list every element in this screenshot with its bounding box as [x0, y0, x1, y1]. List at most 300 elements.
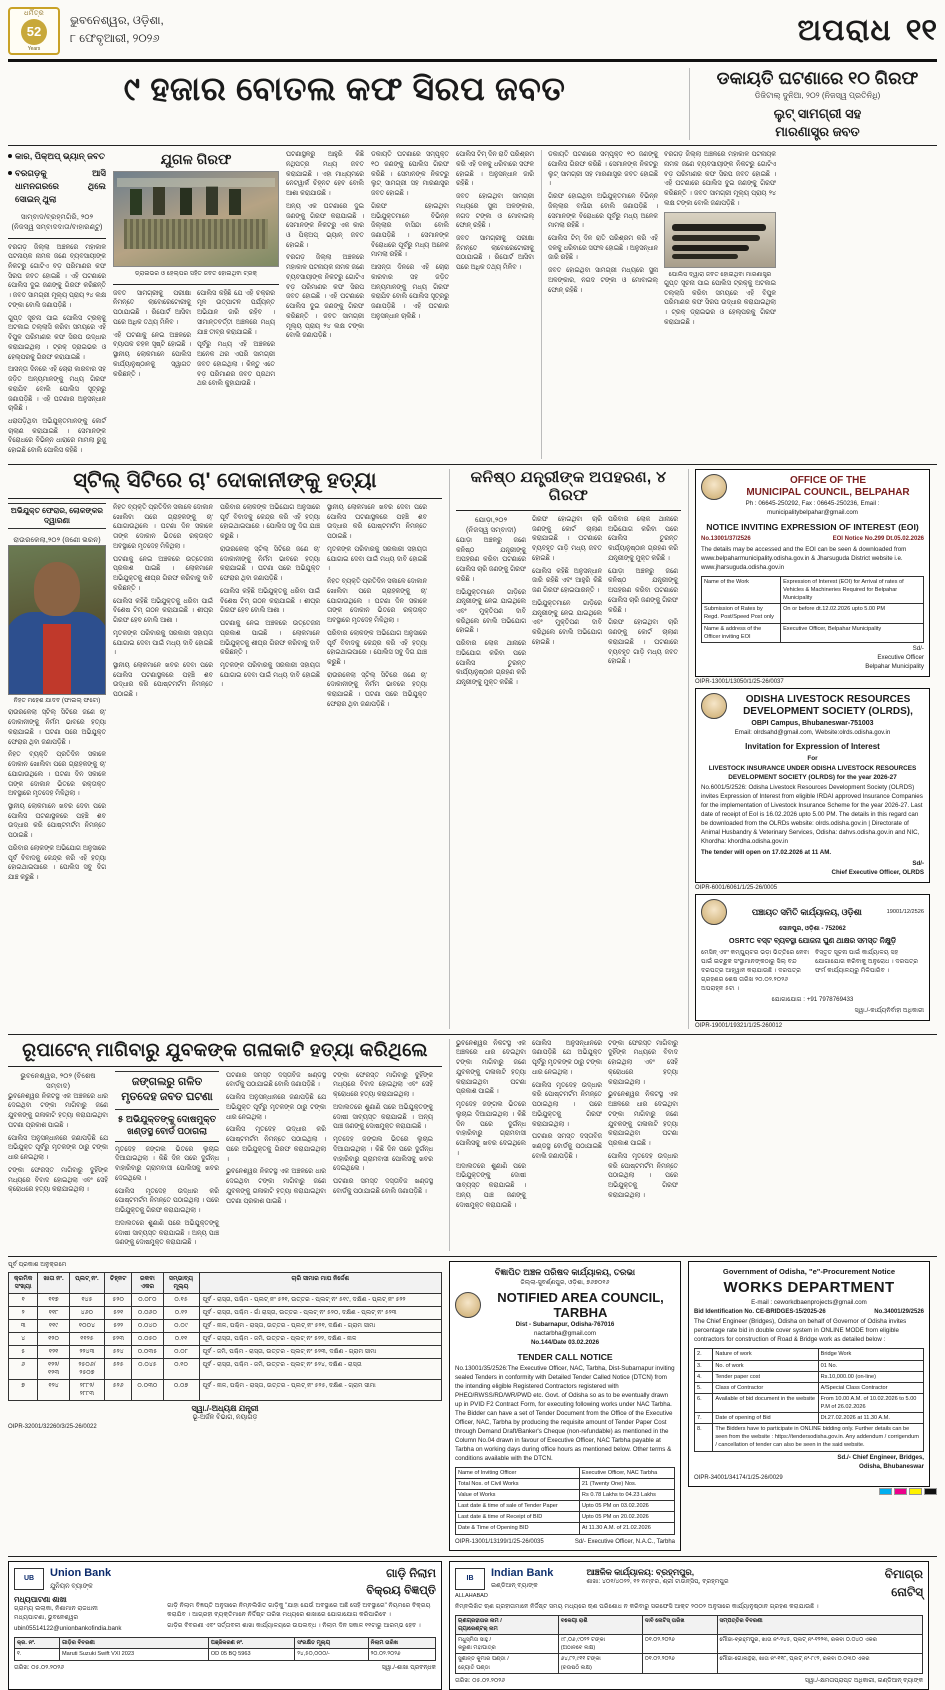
table-row — [9, 1359, 442, 1380]
anniversary-logo — [8, 7, 60, 55]
ad-oipr: OIPR-13001/13199/1/25-26/0035 — [455, 1538, 544, 1545]
bank-name-en: Indian Bank — [491, 1567, 554, 1580]
ad-notice-title: ବିମାଗ୍ର ନୋଟିସ୍ — [884, 1567, 923, 1599]
table-row — [695, 1371, 924, 1382]
cell: ସୁଶାନ୍ତ କୁମାର ପଣ୍ଡା / ଜ୍ୟୋତି ପଣ୍ଡା — [456, 1654, 559, 1673]
lead-text-1 — [8, 243, 106, 456]
col-header-3: ଚିହ୍ନଟ — [105, 1273, 132, 1294]
story4-x2 — [532, 1039, 602, 1213]
story4-col-3 — [226, 1071, 326, 1251]
cell: ୦.୦୯ — [163, 1320, 199, 1333]
cell-value: Dt.27.02.2026 at 11.30 A.M. — [818, 1413, 923, 1424]
cell-value: Rs 0.78 Lakhs to 04.23 Lakhs — [579, 1490, 674, 1501]
bank-name-en: Union Bank — [50, 1567, 112, 1580]
cell: ୫୨୧ — [105, 1307, 132, 1320]
ad-ref: No.34001/29/2526 — [874, 1308, 924, 1315]
col-header-3: ସମ୍ପତ୍ତିର ବିବରଣୀ — [717, 1616, 923, 1635]
ad-intro: The details may be accessed and the EOI can be seen & downloaded from www.belpaharmunicipality.odisha.gov.in & Jharsuguda District website i.e. www.jharsuguda.odisha.gov.in — [701, 546, 907, 572]
paragraph: ପରିବାର ଲୋକଙ୍କ ଅଭିଯୋଗ ଅନୁସାରେ ପୂର୍ବ ବିବାଦକୁ କେନ୍ଦ୍ର କରି ଏହି ହତ୍ୟା ହୋଇଥାଇପାରେ । ପୋଲିସ ସବୁ ଦିଗ ଯାଞ୍ଚ କରୁଛି । — [8, 844, 106, 882]
page-number: ୧୧ — [905, 13, 937, 47]
paragraph: ପୋଲିସ କହିଛି ଅନୁସନ୍ଧାନ ଜାରି ରହିଛି ଏବଂ ଆହୁରି କିଛି ଜଣ ଗିରଫ ହୋଇପାରନ୍ତି । — [532, 567, 602, 595]
ads-column-right-top — [688, 469, 930, 1029]
lead-headline: ୯ ହଜାର ବୋତଲ କଫ ସିରପ ଜବତ — [123, 70, 566, 107]
cell-label: Name of the Work — [702, 577, 781, 604]
lead-text-2b — [197, 289, 275, 392]
cell: ପୂର୍ବ - ନାଳ, ପଶ୍ଚିମ - ରାସ୍ତା, ଉତ୍ତର - ପ୍ଲଟ୍ ନଂ ୫୨୧, ଦକ୍ଷିଣ - ଗ୍ରାମ ସୀମା — [199, 1320, 441, 1333]
cell-no: 7. — [695, 1413, 713, 1424]
joint-arrest-title: ଯୁଗଳ ଗିରଫ — [160, 151, 232, 168]
cell: ୫୨୨ — [105, 1320, 132, 1333]
table-row — [695, 1424, 924, 1451]
ad-date: ତାରିଖ: ୦୫.୦୨.୨୦୨୬ — [455, 1677, 505, 1684]
ad-notice-no: No.144/Date 03.02.2026 — [530, 1338, 600, 1346]
paragraph: ପୋଲିସ ଅନୁସନ୍ଧାନରେ ଜଣାପଡ଼ିଛି ଯେ ଅଭିଯୁକ୍ତ ପୂର୍ବରୁ ମୃତକଙ୍କ ଠାରୁ ଟଙ୍କା ଧାର ନେଇଥିଲା । — [532, 1039, 602, 1076]
paragraph: ବରଗଡ଼ ଜିଲ୍ଲା ଅଞ୍ଚଳରେ ମହାକାଳ ପଟନାୟକ ନାମକ ଜଣେ ବ୍ୟବସାୟୀଙ୍କ ନିକଟରୁ ଗୋଟିଏ ବଡ଼ ପରିମାଣର କଫ ସିରପ ଜବତ ହୋଇଛି । ଏହି ଘଟଣାରେ ପୋଲିସ ଦୁଇ ଜଣଙ୍କୁ ଗିରଫ କରିଛନ୍ତି । ଜବତ ସାମଗ୍ରୀ ମୂଲ୍ୟ ପ୍ରାୟ ୨୪ ଲକ୍ଷ ଟଙ୍କା ବୋଲି ଜଣାପଡ଼ିଛି । — [286, 254, 364, 340]
story2-title: ସ୍ଟିଲ୍ ସିଟିରେ ଚା' ଦୋକାନୀଙ୍କୁ ହତ୍ୟା — [73, 468, 377, 492]
table-row — [695, 1393, 924, 1412]
ad-body: No.6001/5/2526: Odisha Livestock Resources Development Society (OLRDS) invites Expression of Interest from eligible IRDAI approved Insurance Companies for the implementation of Livestock Insurance Scheme for the year 2026-27. Last date of receipt of EoI is 16.02.2026 upto 5.00 PM. The details in this regard can be downloaded from the OLRDs website: olrds.odisha.gov.in | Directorate of Animal Husbandry & Veterinary Services, Odisha: dahvs.odisha.gov.in and NIC, Khordha: khordha.odisha.gov.in — [701, 784, 923, 846]
table-row — [702, 604, 924, 623]
ad-header — [701, 899, 924, 925]
cell-no: 2. — [695, 1349, 713, 1360]
paragraph: ଘଟଣାକୁ ନେଇ ଅଞ୍ଚଳରେ ଉତ୍ତେଜନା ପ୍ରକାଶ ପାଇଛି । ଲୋକମାନେ ଅଭିଯୁକ୍ତକୁ ଶୀଘ୍ର ଗିରଫ କରିବାକୁ ଦାବି କରିଛନ୍ତି । — [220, 620, 320, 657]
paragraph: ରାଉରକେଲା ସ୍ଟିଲ୍ ସିଟିରେ ଜଣେ ଚା' ଦୋକାନୀଙ୍କୁ ନିର୍ମମ ଭାବରେ ହତ୍ୟା କରାଯାଇଛି । ଘଟଣା ପରେ ଅଭିଯୁକ୍ତ ଫେରାର ଥିବା ଜଣାପଡ଼ିଛି । — [220, 545, 320, 583]
ad-oipr-belpahar: OIPR-13001/13050/1/25-26/0037 — [695, 678, 784, 685]
ad-notice-title: Invitation for Expression of Interest — [745, 741, 880, 751]
paragraph: ଭୁବନେଶ୍ୱର ନିକଟସ୍ଥ ଏକ ଅଞ୍ଚଳରେ ଧାର ଦେଇଥିବା ଟଙ୍କା ମାଗିବାରୁ ଜଣେ ଯୁବକଙ୍କୁ ଗଳାକାଟି ହତ୍ୟା କରାଯାଇଥିବା ଘଟଣା ପ୍ରକାଶ ପାଇଛି । — [608, 1091, 678, 1148]
story4-x1 — [456, 1039, 526, 1213]
cell: ୧୧୨୫ — [69, 1333, 104, 1346]
indian-bank-identity — [455, 1566, 580, 1600]
ad-header — [701, 693, 924, 719]
story2-byline: ରାଉରକେଲା,୨୦୨ (ଜଣେୀ ଭରନ) — [13, 534, 101, 544]
paragraph: ପୋଲିସ ଅନୁସନ୍ଧାନରେ ଜଣାପଡ଼ିଛି ଯେ ଅଭିଯୁକ୍ତ ପୂର୍ବରୁ ମୃତକଙ୍କ ଠାରୁ ଟଙ୍କା ଧାର ନେଇଥିଲା । — [8, 1134, 108, 1162]
paragraph: ଜବତ ହୋଇଥିବା ସାମଗ୍ରୀ ମଧ୍ୟରେ ସୁନା ଅଳଙ୍କାର, ନଗଦ ଟଙ୍କା ଓ ମୋବାଇଲ୍ ଫୋନ୍ ରହିଛି । — [548, 267, 658, 294]
paragraph: ଗିରଫ ହୋଇଥିବା ଚାରି ଜଣଙ୍କୁ କୋର୍ଟ ଚାଲାଣ କରାଯାଇଛି । ଘଟଣାରେ ବ୍ୟବହୃତ ଗାଡ଼ି ମଧ୍ୟ ଜବତ ହୋଇଛି । — [532, 515, 602, 562]
paragraph: ଗିରଫ ହୋଇଥିବା ଅଭିଯୁକ୍ତମାନେ ବିଭିନ୍ନ ଜିଲ୍ଲାର ବାସିନ୍ଦା ବୋଲି ଜଣାପଡ଼ିଛି । ସେମାନଙ୍କ ବିରୋଧରେ ପୂର୍ବରୁ ମଧ୍ୟ ଅନେକ ମାମଲା ରହିଛି । — [548, 193, 658, 230]
cell: ୦.୦୫୦ — [132, 1333, 163, 1346]
paragraph: ପୋଲିସ କହିଛି ଯେ ଏହି ଚକ୍ରର ମୂଳ ଉତ୍ପାଟନ ପର୍ଯ୍ୟନ୍ତ ଅଭିଯାନ ଜାରି ରହିବ । ସୀମାନ୍ତବର୍ତ୍ତୀ ଅଞ୍ଚଳରେ ମଧ୍ୟ ଯାଞ୍ଚ ତୀବ୍ର କରାଯାଇଛି । — [197, 289, 275, 336]
col-header-2: ପ୍ଲଟ୍ ନଂ. — [69, 1273, 104, 1294]
story2-text-1 — [8, 708, 106, 882]
lead-col-3 — [286, 150, 364, 459]
cell: ପୂର୍ବ - ରାସ୍ତା, ପଶ୍ଚିମ - ଜମି, ଉତ୍ତର - ପ୍ଲଟ୍ ନଂ ୫୨୪, ଦକ୍ଷିଣ - ରାସ୍ତା — [199, 1359, 441, 1380]
table-row — [695, 1360, 924, 1371]
cell: ୧ — [9, 1294, 38, 1307]
ad-signature: ସ୍ୱା./-କ୍ଷମତାପ୍ରାପ୍ତ ଅଧିକାରୀ, ଇଣ୍ଡିଆନ୍ ବ୍ୟାଙ୍କ — [804, 1677, 923, 1684]
cell-label: The Bidders have to participate in ONLINE bidding only. Further details can be seen from the website : https://tendersodisha.gov.in. Any addendum / corrigendum / cancellation of tender can also be seen in the said website. — [713, 1424, 924, 1451]
ad-oipr-panchayat: OIPR-19001/19321/1/25-260012 — [695, 1022, 783, 1029]
cell: ୨ — [9, 1307, 38, 1320]
divider — [113, 284, 279, 285]
col-header-1: ଗାଡ଼ିର ବିବରଣୀ — [59, 1638, 208, 1649]
ad-ref: 19001/12/2526 — [886, 909, 924, 916]
cell-label: Total Nos. of Civil Works — [456, 1479, 580, 1490]
lead-photo — [113, 171, 279, 267]
ad-details-table — [694, 1348, 924, 1451]
ad-email: nactarbha@gmail.com — [534, 1329, 596, 1337]
ad-header — [701, 474, 924, 500]
ad-sub-or: ଜିଲ୍ଲା-ସୁବର୍ଣ୍ଣପୁର, ଓଡ଼ିଶା, ୭୬୭୦୧୬ — [520, 1278, 610, 1286]
cell: ୩ — [9, 1320, 38, 1333]
cell: ୧୧୭ — [38, 1294, 69, 1307]
paragraph: ଗିରଫ ହୋଇଥିବା ଚାରି ଜଣଙ୍କୁ କୋର୍ଟ ଚାଲାଣ କରାଯାଇଛି । ଘଟଣାରେ ବ୍ୟବହୃତ ଗାଡ଼ି ମଧ୍ୟ ଜବତ ହୋଇଛି । — [608, 619, 678, 666]
story4-title: ରୂପାଟେନ୍ ମାଗିବାରୁ ଯୁବକଙ୍କ ଗଳାକାଟି ହତ୍ୟା କରିଥିଲେ — [22, 1038, 428, 1060]
vehicle-auction-table — [14, 1637, 436, 1660]
cell-value: Bridge Work — [818, 1349, 923, 1360]
paragraph: ସ୍ଥାନୀୟ ଲୋକମାନେ ଖବର ଦେବା ପରେ ପୋଲିସ ଘଟଣାସ୍ଥଳରେ ପହଞ୍ଚି ଶବ ଉଦ୍ଧାର କରି ପୋଷ୍ଟମର୍ଟମ ନିମନ୍ତେ ପଠାଇଛି । — [327, 503, 427, 541]
paragraph: ଗୁପ୍ତ ସୂଚନା ପାଇ ପୋଲିସ ଟ୍ରକ୍‌କୁ ଅଟକାଇ ତଲ୍ଲାସି କରିବା ସମୟରେ ଏହି ବିପୁଳ ପରିମାଣର କଫ ସିରପ ଉଦ୍ଧାର କରାଯାଇଥିଲା । ଟ୍ରକ୍ ଡ୍ରାଇଭର ଓ ହେଲ୍‌ପରକୁ ଗିରଫ କରାଯାଇଛି । — [664, 279, 776, 326]
cell-no: 5. — [695, 1382, 713, 1393]
logo-years-number: 52 — [21, 19, 47, 45]
cell: ୯୮,୦୬,୯୦୨୨ ଟଙ୍କା (ଅଠାନବେ ଲକ୍ଷ) — [558, 1635, 642, 1654]
table-row — [9, 1380, 442, 1401]
col-header-2: ପଞ୍ଜିକରଣ ନଂ. — [208, 1638, 294, 1649]
indian-bank-office — [586, 1566, 817, 1587]
table-row — [456, 1654, 923, 1673]
bank-header — [455, 1566, 580, 1591]
ad-body: No.13001/35/2526:The Executive Officer, NAC, Tarbha, Dist-Subarnapur inviting sealed Tenders in conformity with Detailed Tender Called Notice (DTCN) from the intending eligible Registered Contractors registered with PHEO/RWSS/RD/WR/PWD etc. Govt. of Odisha so as to be eventually drawn up in PVID F2 Contract Form, for executing following works under NAC Tarbha. The Bidder can have a set of Tender Document from the Office of the Executive Officer, NAC, Tarbha by producing the requisite amount of Tender Paper Cost through Demand Draft/Banker's Cheque (non-refundable) as mentioned in the Column No.04 drawn in favour of Executive Officer, NAC Tarbha payable at Tarbha on working days during office hours as mentioned below. Other terms & conditions available with the DTCN. — [455, 1365, 675, 1462]
paragraph: ଘଟଣାର ସମସ୍ତ ଦସ୍ତାବିଜ ଖଣ୍ଡସ୍ଥ ବୋର୍ଡକୁ ପଠାଯାଇଛି ବୋଲି ଜଣାପଡ଼ିଛି । — [532, 1133, 602, 1160]
paragraph: ରାଉରକେଲା ସ୍ଟିଲ୍ ସିଟିରେ ଜଣେ ଚା' ଦୋକାନୀଙ୍କୁ ନିର୍ମମ ଭାବରେ ହତ୍ୟା କରାଯାଇଛି । ଘଟଣା ପରେ ଅଭିଯୁକ୍ତ ଫେରାର ଥିବା ଜଣାପଡ଼ିଛି । — [8, 709, 106, 746]
right-text-b — [664, 150, 776, 208]
cell: ୧୧୯ — [38, 1320, 69, 1333]
secondary-headline: ଡକାୟତି ଘଟଣାରେ ୧୦ ଗିରଫ — [716, 68, 919, 88]
union-bank-identity — [14, 1566, 161, 1634]
story3-title: କନିଷ୍ଠ ଯନ୍ତ୍ରୀଙ୍କ ଅପହରଣ, ୪ ଗିରଫ — [470, 468, 667, 504]
cell: ୧୧୮ — [38, 1307, 69, 1320]
ad-body: ଗାଡ଼ି ନିଲାମ ବିଜ୍ଞପ୍ତି ଅନୁସାରେ ନିମ୍ନଲିଖିତ ଗାଡ଼ିକୁ "ଯାହା ଯେଉଁ ଅବସ୍ଥାରେ ଅଛି ସେହି ଅବସ୍ଥାରେ" ନିୟମରେ ବିକ୍ରୟ କରାଯିବ । ଆଗ୍ରହୀ ବ୍ୟକ୍ତିମାନେ ନିର୍ଦ୍ଦିଷ୍ଟ ତାରିଖ ମଧ୍ୟରେ ଶାଖାରେ ଯୋଗାଯୋଗ କରିପାରିବେ । — [167, 1601, 431, 1618]
logo-top-text: ଧର୍ମିତ୍ର — [23, 9, 45, 17]
story3-col-3 — [608, 515, 678, 691]
ad-works-department — [688, 1261, 930, 1487]
right-text-a — [548, 150, 658, 331]
paragraph: ଯୋଡ଼ା ଅଞ୍ଚଳରୁ ଜଣେ କନିଷ୍ଠ ଯନ୍ତ୍ରୀଙ୍କୁ ଅପହରଣ କରିବା ଘଟଣାରେ ପୋଲିସ ଚାରି ଜଣଙ୍କୁ ଗିରଫ କରିଛି । — [456, 536, 526, 583]
weapons-photo-caption: ପୋଲିସ ଦ୍ୱାରା ଜବତ ହୋଇଥିବା ମାରଣାସ୍ତ୍ର — [668, 270, 772, 278]
cell-label: Tender paper cost — [713, 1371, 818, 1382]
paragraph: ରାଉରକେଲା ସ୍ଟିଲ୍ ସିଟିରେ ଜଣେ ଚା' ଦୋକାନୀଙ୍କୁ ନିର୍ମମ ଭାବରେ ହତ୍ୟା କରାଯାଇଛି । ଘଟଣା ପରେ ଅଭିଯୁକ୍ତ ଫେରାର ଥିବା ଜଣାପଡ଼ିଛି । — [327, 671, 427, 708]
ad-header — [455, 1290, 675, 1321]
lead-bullet-2: ବରଗଡ଼କୁ ଆସି ଧାମନଗରରେ ଥିଲେ ସୋଇନ୍ ଥୁଲା — [8, 167, 106, 206]
paragraph: ପୋଲିସ ଟିମ୍ ଦିନ ରାତି ପରିଶ୍ରମ କରି ଏହି ଦଳକୁ ଧରିବାରେ ସଫଳ ହୋଇଛି । ଅନୁସନ୍ଧାନ ଜାରି ରହିଛି । — [456, 151, 534, 188]
story4-sidebar — [115, 1071, 219, 1251]
paragraph: ଅଭିଯୁକ୍ତମାନେ ଗାଡ଼ିରେ ଯନ୍ତ୍ରୀଙ୍କୁ ନେଇ ଯାଇଥିଲେ ଏବଂ ମୁକ୍ତିପଣ ଦାବି କରିଥିଲେ ବୋଲି ଅଭିଯୋଗ ହୋଇଛି । — [532, 599, 602, 646]
ad-nac-tarbha-wrap — [449, 1261, 681, 1551]
cell: ୨୫୦୬/ ୨୫୦୭ — [69, 1359, 104, 1380]
cell: ୨୦.୦୨.୨୦୨୬ — [368, 1649, 435, 1660]
cell: ୧୨୨/ ୧୨୩ — [38, 1359, 69, 1380]
cell: ୦.୧୨ — [163, 1307, 199, 1320]
cell: ୦୧.୦୨.୨୦୨୬ — [642, 1654, 717, 1673]
sarfaesi-notice-table — [455, 1615, 923, 1674]
cell: ୦.୦୪୦ — [132, 1320, 163, 1333]
cell: ପୂର୍ବ - ରାସ୍ତା, ପଶ୍ଚିମ - ଗାଁ ରାସ୍ତା, ଉତ୍ତର - ପ୍ଲଟ୍ ନଂ ୫୨୦, ଦକ୍ଷିଣ - ପ୍ଲଟ୍ ନଂ ୫୨୩ — [199, 1307, 441, 1320]
paragraph: ବରଗଡ଼ ଜିଲ୍ଲା ଅଞ୍ଚଳରେ ମହାକାଳ ପଟନାୟକ ନାମକ ଜଣେ ବ୍ୟବସାୟୀଙ୍କ ନିକଟରୁ ଗୋଟିଏ ବଡ଼ ପରିମାଣର କଫ ସିରପ ଜବତ ହୋଇଛି । ଏହି ଘଟଣାରେ ପୋଲିସ ଦୁଇ ଜଣଙ୍କୁ ଗିରଫ କରିଛନ୍ତି । ଜବତ ସାମଗ୍ରୀ ମୂଲ୍ୟ ପ୍ରାୟ ୨୪ ଲକ୍ଷ ଟଙ୍କା ବୋଲି ଜଣାପଡ଼ିଛି । — [8, 243, 106, 309]
cell: ମଧୁସ୍ମିତା ସାହୁ / କରୁଣା ମହାପାତ୍ର — [456, 1635, 559, 1654]
cell-label: Available of bid document in the website — [713, 1393, 818, 1412]
story2-col-2 — [113, 503, 213, 886]
paragraph: ପୋଲିସ ଟିମ୍ ଦିନ ରାତି ପରିଶ୍ରମ କରି ଏହି ଦଳକୁ ଧରିବାରେ ସଫଳ ହୋଇଛି । ଅନୁସନ୍ଧାନ ଜାରି ରହିଛି । — [548, 234, 658, 262]
cell: ୦.୦୮୦ — [132, 1294, 163, 1307]
divider — [8, 1034, 937, 1035]
table-row — [456, 1501, 675, 1512]
paragraph: ବରଗଡ଼ ଜିଲ୍ଲା ଅଞ୍ଚଳରେ ମହାକାଳ ପଟନାୟକ ନାମକ ଜଣେ ବ୍ୟବସାୟୀଙ୍କ ନିକଟରୁ ଗୋଟିଏ ବଡ଼ ପରିମାଣର କଫ ସିରପ ଜବତ ହୋଇଛି । ଏହି ଘଟଣାରେ ପୋଲିସ ଦୁଇ ଜଣଙ୍କୁ ଗିରଫ କରିଛନ୍ତି । ଜବତ ସାମଗ୍ରୀ ମୂଲ୍ୟ ପ୍ରାୟ ୨୪ ଲକ୍ଷ ଟଙ୍କା ବୋଲି ଜଣାପଡ଼ିଛି । — [664, 151, 776, 207]
cell: ୧୪୫ — [69, 1294, 104, 1307]
paragraph: ପୂର୍ବରୁ ମଧ୍ୟ ଏହି ଅଞ୍ଚଳରେ ଅନେକ ଥର ଏପରି ସାମଗ୍ରୀ ଜବତ ହୋଇଥିଲା । କିନ୍ତୁ ଏତେ ବଡ଼ ପରିମାଣର ଜବତ ପ୍ରଥମ ଥର ବୋଲି କୁହାଯାଉଛି । — [197, 341, 275, 388]
auction-notice — [8, 1261, 442, 1551]
ad-ref-left: No.13001/37/2526 — [701, 536, 751, 543]
story2-portrait — [8, 545, 106, 695]
divider — [8, 498, 442, 499]
paragraph: ମୃତକଙ୍କ ପରିବାରକୁ ସରକାରୀ ସହାୟତା ଯୋଗାଇ ଦେବା ପାଇଁ ମଧ୍ୟ ଦାବି ହୋଇଛି । — [220, 661, 320, 689]
paragraph: ଅଦାଲତରେ ଶୁଣାଣି ପରେ ଅଭିଯୁକ୍ତଙ୍କୁ ଦୋଷୀ ସାବ୍ୟସ୍ତ କରାଯାଇଛି । ଅନ୍ୟ ପାଞ୍ଚ ଜଣଙ୍କୁ ଦୋଷମୁକ୍ତ କରାଯାଇଛି । — [456, 1162, 526, 1209]
table-row — [456, 1467, 675, 1478]
ad-gov-line: Government of Odisha, "e"-Procurement Notice — [722, 1267, 896, 1277]
divider — [8, 238, 106, 239]
ad-works-dept-wrap — [688, 1261, 930, 1551]
cell-value: Rs.10,000.00 (on-line) — [818, 1371, 923, 1382]
table-row — [695, 1413, 924, 1424]
right-text-c — [664, 279, 776, 328]
cell-label: Last date & time of sale of Tender Paper — [456, 1501, 580, 1512]
ad-title: OFFICE OF THE MUNICIPAL COUNCIL, BELPAHAR — [746, 474, 910, 498]
auction-oipr: OIPR-32001/32260/3/25-26/0022 — [8, 1424, 97, 1431]
cell: ମୌଜା-ଗୋଲନ୍ଥରା, ଖାତା ନଂ-୧୧୮, ପ୍ଲଟ୍ ନଂ-୮୯୨, ରକବା ୦.୦୩୦ ଏକର — [717, 1654, 923, 1673]
cell: ପୂର୍ବ - ରାସ୍ତା, ପଶ୍ଚିମ - ପ୍ଲଟ୍ ନଂ ୫୨୧, ଉତ୍ତର - ପ୍ଲଟ୍ ନଂ ୫୧୯, ଦକ୍ଷିଣ - ପ୍ଲଟ୍ ନଂ ୫୨୨ — [199, 1294, 441, 1307]
paragraph: ଘଟଣାକୁ ନେଇ ଅଞ୍ଚଳରେ ଉତ୍ତେଜନା ପ୍ରକାଶ ପାଇଛି । ଲୋକମାନେ ଅଭିଯୁକ୍ତକୁ ଶୀଘ୍ର ଗିରଫ କରିବାକୁ ଦାବି କରିଛନ୍ତି । — [113, 555, 213, 592]
ad-body-left: ମେସିନ୍ ଏବଂ କମ୍ପ୍ୟୁଟର ଭଡ଼ା ଭିତ୍ତିରେ ନେବା ପାଇଁ ଇଚ୍ଛୁକ ସଂସ୍ଥାମାନଙ୍କଠାରୁ ସିଲ୍ ବନ୍ଦ ଦରପତ୍ର ଆହ୍ୱାନ କରାଯାଉଛି । ଦରପତ୍ର ଗ୍ରହଣର ଶେଷ ତାରିଖ ୨୦.୦୨.୨୦୨୬ ଅପରାହ୍ନ ୫ଟା । — [701, 948, 810, 992]
secondary-kicker: ଲୁଟ୍ ସାମଗ୍ରୀ ସହ ମାରଣାସ୍ତ୍ର ଜବତ — [773, 106, 862, 139]
ad-title: ODISHA LIVESTOCK RESOURCES DEVELOPMENT SOCIETY (OLRDS), — [743, 693, 913, 717]
paragraph: ଆସନ୍ତା ଦିନରେ ଏହି ଚୋରା କାରବାର ସହ ଜଡ଼ିତ ଅନ୍ୟମାନଙ୍କୁ ମଧ୍ୟ ଗିରଫ କରାଯିବ ବୋଲି ପୋଲିସ ସୂତ୍ରରୁ ଜଣାପଡ଼ିଛି । ଏହି ଘଟଣାର ଅନୁସନ୍ଧାନ ଚାଲିଛି । — [8, 366, 106, 413]
cell-value: Executive Officer, Belpahar Municipality — [781, 623, 924, 642]
paragraph: ଆସନ୍ତା ଦିନରେ ଏହି ଚୋରା କାରବାର ସହ ଜଡ଼ିତ ଅନ୍ୟମାନଙ୍କୁ ମଧ୍ୟ ଗିରଫ କରାଯିବ ବୋଲି ପୋଲିସ ସୂତ୍ରରୁ ଜଣାପଡ଼ିଛି । ଏହି ଘଟଣାର ଅନୁସନ୍ଧାନ ଚାଲିଛି । — [371, 264, 449, 320]
ad-addr-en: Dist - Subarnapur, Odisha-767016 — [515, 1320, 615, 1328]
bank-name-or: ଯୁନିୟନ ବ୍ୟାଙ୍କ — [50, 1583, 93, 1591]
col-header-1: ବକେୟା ରାଶି — [558, 1616, 642, 1635]
union-bank-notice — [167, 1566, 436, 1630]
paragraph: ପୋଲିସ ମୃତଦେହ ଉଦ୍ଧାର କରି ପୋଷ୍ଟମର୍ଟମ ନିମନ୍ତେ ପଠାଇଥିଲା । ପରେ ଅଭିଯୁକ୍ତକୁ ଗିରଫ କରାଯାଇଥିଲା । — [532, 1081, 602, 1128]
cell: ପୂର୍ବ - ଜମି, ପଶ୍ଚିମ - ରାସ୍ତା, ଉତ୍ତର - ପ୍ଲଟ୍ ନଂ ୫୨୩, ଦକ୍ଷିଣ - ଗ୍ରାମ ସୀମା — [199, 1346, 441, 1359]
cell: ୦.୦୭ — [163, 1380, 199, 1401]
cell-label: Submission of Rates by Regd. Post/Speed Post only — [702, 604, 781, 623]
cell: ୦.୧୦ — [163, 1359, 199, 1380]
cell: ୦.୦୮ — [163, 1346, 199, 1359]
cell-label: No. of work — [713, 1360, 818, 1371]
ad-details-table — [455, 1467, 675, 1535]
ad-details-table — [701, 576, 924, 643]
divider — [8, 1066, 442, 1067]
ad-intro: The Chief Engineer (Bridges), Odisha on behalf of Governor of Odisha invites percentage rate bid in double cover system in ONLINE MODE from eligible contractors for construction of Road & Bridge work as detailed below : — [694, 1318, 907, 1344]
cell: ୧. — [15, 1649, 60, 1660]
paragraph: ଟଙ୍କା ଫେରସ୍ତ ମାଗିବାରୁ ଦୁହିଁଙ୍କ ମଧ୍ୟରେ ବିବାଦ ହୋଇଥିଲା ଏବଂ ସେହି କ୍ରୋଧରେ ହତ୍ୟା କରାଯାଇଥିଲା । — [608, 1039, 678, 1086]
cell-label: Value of Works — [456, 1490, 580, 1501]
cell: ମୌଜା-ବ୍ରହ୍ମପୁର, ଖାତା ନଂ-୨୪୫, ପ୍ଲଟ୍ ନଂ-୧୨୨୩, ରକବା ୦.୦୪୦ ଏକର — [717, 1635, 923, 1654]
paragraph: ଘଟଣାର ସମସ୍ତ ଦସ୍ତାବିଜ ଖଣ୍ଡସ୍ଥ ବୋର୍ଡକୁ ପଠାଯାଇଛି ବୋଲି ଜଣାପଡ଼ିଛି । — [226, 1071, 326, 1089]
col-header-3: ସଂରକ୍ଷିତ ମୂଲ୍ୟ — [295, 1638, 368, 1649]
col-header-1: ଖାତା ନଂ. — [38, 1273, 69, 1294]
story4-col-1 — [8, 1071, 108, 1251]
table-row — [456, 1512, 675, 1523]
cell: ୪୬୦ — [69, 1307, 104, 1320]
branch-name: ମଧ୍ୟପାଟଣା ଶାଖା — [14, 1594, 67, 1604]
ad-signature: Sd./- Chief Engineer, Bridges, Odisha, Bhubaneswar — [837, 1453, 924, 1470]
ad-title: WORKS DEPARTMENT — [723, 1279, 895, 1297]
story3-byline: ଯୋଡ଼ା,୨୦୨ (ନିଜସ୍ୱ ସମ୍ବାଦୀ) — [466, 514, 516, 535]
cell: ୦.୦୩୫ — [132, 1346, 163, 1359]
masthead-left — [8, 7, 164, 55]
cell: ୫ — [9, 1346, 38, 1359]
paragraph: ଯୋଡ଼ା ଅଞ୍ଚଳରୁ ଜଣେ କନିଷ୍ଠ ଯନ୍ତ୍ରୀଙ୍କୁ ଅପହରଣ କରିବା ଘଟଣାରେ ପୋଲିସ ଚାରି ଜଣଙ୍କୁ ଗିରଫ କରିଛି । — [608, 567, 678, 614]
cell-label: Class of Contractor — [713, 1382, 818, 1393]
weapons-photo — [664, 212, 776, 268]
table-row — [456, 1490, 675, 1501]
cell: ୦୧.୦୨.୨୦୨୬ — [642, 1635, 717, 1654]
story4-side-title: ଜଙ୍ଗଲରୁ ଗଳିତ ମୃତଦେହ ଜବତ ଘଟଣା — [115, 1071, 219, 1110]
col-header-2: ଦାବି ନୋଟିସ୍ ତାରିଖ — [642, 1616, 717, 1635]
paragraph: ଡକାୟତି ଘଟଣାରେ ସମ୍ପୃକ୍ତ ୧୦ ଜଣଙ୍କୁ ପୋଲିସ ଗିରଫ କରିଛି । ସେମାନଙ୍କ ନିକଟରୁ ଲୁଟ୍ ସାମଗ୍ରୀ ସହ ମାରଣାସ୍ତ୍ର ଜବତ ହୋଇଛି । — [548, 151, 658, 188]
cell-value: Upto 05 PM on 03.02.2026 — [579, 1501, 674, 1512]
ad-oipr-olrds: OIPR-6001/6061/1/25-26/0005 — [695, 885, 778, 892]
paragraph: ପୋଲିସ କହିଛି ଅଭିଯୁକ୍ତକୁ ଧରିବା ପାଇଁ ବିଶେଷ ଟିମ୍ ଗଠନ କରାଯାଇଛି । ଶୀଘ୍ର ଗିରଫ ହେବ ବୋଲି ଆଶା । — [220, 587, 320, 615]
paragraph: ପୋଲିସ ମୃତଦେହ ଉଦ୍ଧାର କରି ପୋଷ୍ଟମର୍ଟମ ନିମନ୍ତେ ପଠାଇଥିଲା । ପରେ ଅଭିଯୁକ୍ତକୁ ଗିରଫ କରାଯାଇଥିଲା । — [226, 1126, 326, 1163]
cell: ୦.୦୪୫ — [132, 1359, 163, 1380]
ad-phone: ଯୋଗାଯୋଗ : +91 7978769433 — [771, 995, 854, 1003]
paragraph: ପୋଲିସ ମୃତଦେହ ଉଦ୍ଧାର କରି ପୋଷ୍ଟମର୍ଟମ ନିମନ୍ତେ ପଠାଇଥିଲା । ପରେ ଅଭିଯୁକ୍ତକୁ ଗିରଫ କରାଯାଇଥିଲା । — [608, 1152, 678, 1199]
cell: ୧୨୪ — [38, 1380, 69, 1401]
cell: ୬୪,୮୨,୯୧୧ ଟଙ୍କା (ଚଉଷଠି ଲକ୍ଷ) — [558, 1654, 642, 1673]
cell-value: Upto 05 PM on 20.02.2026 — [579, 1512, 674, 1523]
masthead — [8, 6, 937, 62]
paragraph: ଗୁପ୍ତ ସୂଚନା ପାଇ ପୋଲିସ ଟ୍ରକ୍‌କୁ ଅଟକାଇ ତଲ୍ଲାସି କରିବା ସମୟରେ ଏହି ବିପୁଳ ପରିମାଣର କଫ ସିରପ ଉଦ୍ଧାର କରାଯାଇଥିଲା । ଟ୍ରକ୍ ଡ୍ରାଇଭର ଓ ହେଲ୍‌ପରକୁ ଗିରଫ କରାଯାଇଛି । — [8, 314, 106, 361]
paragraph: ନିହତ ବ୍ୟକ୍ତି ପ୍ରତିଦିନ ସକାଳେ ଦୋକାନ ଖୋଲିବା ପରେ ଗ୍ରାହକଙ୍କୁ ଚା' ଯୋଗାଉଥିଲେ । ଘଟଣା ଦିନ ସକାଳେ ତାଙ୍କ ଦୋକାନ ଭିତରେ ରକ୍ତାକ୍ତ ଅବସ୍ଥାରେ ମୃତଦେହ ମିଳିଥିଲା । — [113, 503, 213, 550]
regional-office: ଆଞ୍ଚଳିକ କାର୍ଯ୍ୟାଳୟ: ବ୍ରହ୍ମପୁର, — [586, 1567, 695, 1578]
paragraph: ପରିବାର ଲୋକ ଥାନାରେ ଅଭିଯୋଗ କରିବା ପରେ ପୋଲିସ ତୁରନ୍ତ କାର୍ଯ୍ୟାନୁଷ୍ଠାନ ଗ୍ରହଣ କରି ଯନ୍ତ୍ରୀଙ୍କୁ ମୁକ୍ତ କରିଛି । — [608, 515, 678, 562]
paragraph: ସ୍ଥାନୀୟ ଲୋକମାନେ ଖବର ଦେବା ପରେ ପୋଲିସ ଘଟଣାସ୍ଥଳରେ ପହଞ୍ଚି ଶବ ଉଦ୍ଧାର କରି ପୋଷ୍ଟମର୍ଟମ ନିମନ୍ତେ ପଠାଇଛି । — [113, 661, 213, 699]
col-header-0: ଋଣଗ୍ରହୀତାର ନାମ / ଗ୍ୟାରେଣ୍ଟର୍ ନାମ — [456, 1616, 559, 1635]
ad-intro: ନିମ୍ନଲିଖିତ ଋଣ ଗ୍ରହୀତାମାନେ ନିର୍ଦ୍ଦିଷ୍ଟ ସମୟ ମଧ୍ୟରେ ଋଣ ପରିଶୋଧ ନ କରିବାରୁ ସରଫେସି ଆକ୍ଟ ୨୦୦୨ ଅନୁସାରେ କାର୍ଯ୍ୟାନୁଷ୍ଠାନ ଗ୍ରହଣ କରାଯାଉଛି । — [455, 1603, 819, 1611]
bank-ads-row — [8, 1561, 937, 1690]
lead-bullet-1: କାର, ପିକ୍‌ଅପ୍‌ ଭ୍ୟାନ୍‌ ଜବତ — [8, 150, 106, 163]
table-row — [702, 623, 924, 642]
cell-no: 4. — [695, 1371, 713, 1382]
paragraph: ଟଙ୍କା ଫେରସ୍ତ ମାଗିବାରୁ ଦୁହିଁଙ୍କ ମଧ୍ୟରେ ବିବାଦ ହୋଇଥିଲା ଏବଂ ସେହି କ୍ରୋଧରେ ହତ୍ୟା କରାଯାଇଥିଲା । — [8, 1166, 108, 1194]
ad-signature: ସ୍ୱା./-କାର୍ଯ୍ୟନିର୍ବାହୀ ଅଧିକାରୀ — [854, 1006, 924, 1014]
paragraph: ଭୁବନେଶ୍ୱର ନିକଟସ୍ଥ ଏକ ଅଞ୍ଚଳରେ ଧାର ଦେଇଥିବା ଟଙ୍କା ମାଗିବାରୁ ଜଣେ ଯୁବକଙ୍କୁ ଗଳାକାଟି ହତ୍ୟା କରାଯାଇଥିବା ଘଟଣା ପ୍ରକାଶ ପାଇଛି । — [456, 1039, 526, 1096]
cell: ୦.୦୩୦ — [132, 1380, 163, 1401]
ads-column-right-mid — [688, 1039, 930, 1251]
cell: ୫୨୩ — [105, 1333, 132, 1346]
ad-date: ତାରିଖ: ୦୫.୦୨.୨୦୨୬ — [14, 1664, 64, 1671]
ad-subject: For LIVESTOCK INSURANCE UNDER ODISHA LIVESTOCK RESOURCES DEVELOPMENT SOCIETY (OLRDS) for the year 2026-27 — [708, 755, 917, 782]
cell-value: 21 (Twenty One) Nos. — [579, 1479, 674, 1490]
ad-oipr: OIPR-34001/34174/1/25-26/0029 — [694, 1474, 783, 1481]
paragraph: ଘଟଣାସ୍ଥଳରୁ ଆହୁରି କିଛି ନଥିପତ୍ର ମଧ୍ୟ ଜବତ କରାଯାଇଛି । ଏହା ମାଧ୍ୟମରେ ନେଟୱାର୍କ ଚିହ୍ନଟ ହେବ ବୋଲି ଆଶା କରାଯାଉଛି । — [286, 151, 364, 198]
ad-subaddress: ସୋନପୁର, ଓଡ଼ିଶା - 752062 — [779, 925, 846, 933]
indian-bank-logo-icon: IB — [455, 1568, 485, 1590]
cell-value: A/Special Class Contractor — [818, 1382, 923, 1393]
table-row — [9, 1307, 442, 1320]
story2-block — [8, 469, 442, 1029]
paragraph: ଅନ୍ୟ ଏକ ଘଟଣାରେ ଦୁଇ ଜଣଙ୍କୁ ଗିରଫ କରାଯାଇଛି । ସେମାନଙ୍କ ନିକଟରୁ ଏକ କାର ଓ ପିକ୍‌ଅପ୍‌ ଭ୍ୟାନ୍‌ ଜବତ ହୋଇଛି । — [286, 202, 364, 249]
ad-indian-bank — [449, 1561, 929, 1690]
ad-tender-open-line: The tender will open on 17.02.2026 at 11 AM. — [701, 849, 832, 857]
ad-signature: Sd/- Executive Officer Belpahar Municipality — [865, 644, 924, 670]
masthead-place — [70, 13, 164, 48]
ad-belpahar-municipal — [695, 469, 930, 677]
logo-years-word: Years — [27, 45, 41, 52]
auction-table — [8, 1272, 442, 1401]
col-header-4: ରକବା ଏକର — [132, 1273, 163, 1294]
cell-label: Name of Inviting Officer — [456, 1467, 580, 1478]
paragraph: ଜବତ ସାମଗ୍ରୀକୁ ପରୀକ୍ଷା ନିମନ୍ତେ ଲାବୋରେଟୋରୀକୁ ପଠାଯାଇଛି । ରିପୋର୍ଟ ଆସିବା ପରେ ଅଧିକ ତଥ୍ୟ ମିଳିବ । — [113, 289, 191, 326]
col-header-0: କ୍ରମିକ ସଂଖ୍ୟା — [9, 1273, 38, 1294]
ad-bid-id: Bid Identification No. CE-BRIDGES-15/2025-26 — [694, 1308, 826, 1315]
masthead-place-line1: ଭୁବନେଶ୍ୱର, ଓଡ଼ିଶା, — [70, 15, 164, 28]
paragraph: ଘଟଣାର ସମସ୍ତ ଦସ୍ତାବିଜ ଖଣ୍ଡସ୍ଥ ବୋର୍ଡକୁ ପଠାଯାଇଛି ବୋଲି ଜଣାପଡ଼ିଛି । — [333, 1178, 433, 1195]
paragraph: ଏହି ଘଟଣାକୁ ନେଇ ଅଞ୍ଚଳରେ ବ୍ୟାପକ ଚହଳ ସୃଷ୍ଟି ହୋଇଛି । ସ୍ଥାନୀୟ ଲୋକମାନେ ପୋଲିସ କାର୍ଯ୍ୟାନୁଷ୍ଠାନକୁ ସ୍ୱାଗତ କରିଛନ୍ତି । — [113, 331, 191, 378]
ad-nac-tarbha — [449, 1261, 681, 1551]
story4-side-sub: ୫ ଅଭିଯୁକ୍ତଙ୍କୁ ଦୋଷମୁକ୍ତ ଖଣ୍ଡସ୍ଥ ବୋର୍ଡ ପଠାଗଲା — [115, 1110, 219, 1142]
cell: ପୂର୍ବ - ନାଳ, ପଶ୍ଚିମ - ରାସ୍ତା, ଉତ୍ତର - ପ୍ଲଟ୍ ନଂ ୫୨୫, ଦକ୍ଷିଣ - ଗ୍ରାମ ସୀମା — [199, 1380, 441, 1401]
ad-email: Email: olrdsahd@gmail.com, Website:olrds.odisha.gov.in — [734, 728, 891, 736]
paragraph: ଟଙ୍କା ଫେରସ୍ତ ମାଗିବାରୁ ଦୁହିଁଙ୍କ ମଧ୍ୟରେ ବିବାଦ ହୋଇଥିଲା ଏବଂ ସେହି କ୍ରୋଧରେ ହତ୍ୟା କରାଯାଇଥିଲା । — [333, 1071, 433, 1099]
story4-byline: ଭୁବନେଶ୍ୱର, ୨୦୨ (ବିଶେଷ ସମ୍ବାଦ) — [20, 1070, 96, 1091]
table-row — [456, 1479, 675, 1490]
lead-col-1 — [8, 150, 106, 459]
govt-emblem-icon — [701, 474, 727, 500]
ad-signature: Sd/- Chief Executive Officer, OLRDS — [831, 860, 924, 877]
govt-emblem-icon — [701, 693, 727, 719]
cell: ୧୦୦୪ — [69, 1320, 104, 1333]
lead-col-4 — [371, 150, 449, 459]
ad-footer — [14, 1664, 436, 1673]
cell: ପୂର୍ବ - ରାସ୍ତା, ପଶ୍ଚିମ - ଜମି, ଉତ୍ତର - ପ୍ଲଟ୍ ନଂ ୫୨୨, ଦକ୍ଷିଣ - ନାଳ — [199, 1333, 441, 1346]
cell: ୨୪,୫୦,୦୦୦/- — [295, 1649, 368, 1660]
col-header-0: କ୍ର. ନଂ. — [15, 1638, 60, 1649]
cell: Maruti Suzuki Swift VXI 2023 — [59, 1649, 208, 1660]
cell: ୨୮୮୨/ ୨୮୮୩ — [69, 1380, 104, 1401]
cell-value: Executive Officer, NAC Tarbha — [579, 1467, 674, 1478]
auction-signature-sub: ଭୂ-ଅର୍ଜନ ବିଭାଗ, ନୟାଗଡ଼ — [192, 1414, 258, 1422]
paragraph: ପୋଲିସ ଅନୁସନ୍ଧାନରେ ଜଣାପଡ଼ିଛି ଯେ ଅଭିଯୁକ୍ତ ପୂର୍ବରୁ ମୃତକଙ୍କ ଠାରୁ ଟଙ୍କା ଧାର ନେଇଥିଲା । — [226, 1094, 326, 1121]
bank-name-or: ଇଣ୍ଡିଆନ୍ ବ୍ୟାଙ୍କ — [491, 1582, 538, 1590]
table-row — [695, 1349, 924, 1360]
story4-extra-col — [449, 1039, 681, 1251]
bank-header — [14, 1566, 161, 1591]
paragraph: ନିହତ ବ୍ୟକ୍ତି ପ୍ରତିଦିନ ସକାଳେ ଦୋକାନ ଖୋଲିବା ପରେ ଗ୍ରାହକଙ୍କୁ ଚା' ଯୋଗାଉଥିଲେ । ଘଟଣା ଦିନ ସକାଳେ ତାଙ୍କ ଦୋକାନ ଭିତରେ ରକ୍ତାକ୍ତ ଅବସ୍ଥାରେ ମୃତଦେହ ମିଳିଥିଲା । — [327, 578, 427, 625]
cell-no: 6. — [695, 1393, 713, 1412]
table-row — [9, 1333, 442, 1346]
paragraph: ମୃତଦେହ ଜଙ୍ଗଲ ଭିତରେ ଲୁଚାଇ ଦିଆଯାଇଥିଲା । କିଛି ଦିନ ପରେ ଦୁର୍ଗନ୍ଧ ବାହାରିବାରୁ ଗ୍ରାମବାସୀ ପୋଲିସକୁ ଖବର ଦେଇଥିଲେ । — [333, 1136, 433, 1173]
cell-value: On or before dt.12.02.2026 upto 5.00 PM — [781, 604, 924, 623]
lead-secondary-headline-block — [689, 68, 937, 140]
lead-col-right — [541, 150, 783, 459]
masthead-date: ୮ ଫେବୃଆରୀ, ୨୦୨୬ — [70, 32, 160, 45]
paragraph: ଧରାପଡ଼ିଥିବା ଅଭିଯୁକ୍ତମାନଙ୍କୁ କୋର୍ଟ ଚାଲାଣ କରାଯାଇଛି । ସେମାନଙ୍କ ବିରୋଧରେ ବିଭିନ୍ନ ଧାରାରେ ମାମଲା ରୁଜୁ ହୋଇଛି ବୋଲି ପୋଲିସ କହିଛି । — [8, 418, 106, 455]
table-row — [15, 1649, 436, 1660]
cell-value: At 11.30 A.M. of 21.02.2026 — [579, 1523, 674, 1534]
cell-label: Name & address of the Officer inviting EOI — [702, 623, 781, 642]
table-row — [695, 1382, 924, 1393]
cell: ୦.୦୬୦ — [132, 1307, 163, 1320]
story4-row — [8, 1039, 937, 1251]
lead-headline-row — [8, 68, 937, 140]
table-header-row — [9, 1273, 442, 1294]
section-title: ଅପରାଧ — [797, 13, 892, 47]
branch-address: ଗ୍ରାମ୍ୟ ଇଲାକା, ନିଶାମାନ ରାଜଧାନୀ ମଧ୍ୟପାଟଣା, ଭୁବନେଶ୍ୱର — [14, 1605, 98, 1622]
paragraph: ପୋଲିସ ମୃତଦେହ ଉଦ୍ଧାର କରି ପୋଷ୍ଟମର୍ଟମ ନିମନ୍ତେ ପଠାଇଥିଲା । ପରେ ଅଭିଯୁକ୍ତକୁ ଗିରଫ କରାଯାଇଥିଲା । — [115, 1187, 219, 1215]
